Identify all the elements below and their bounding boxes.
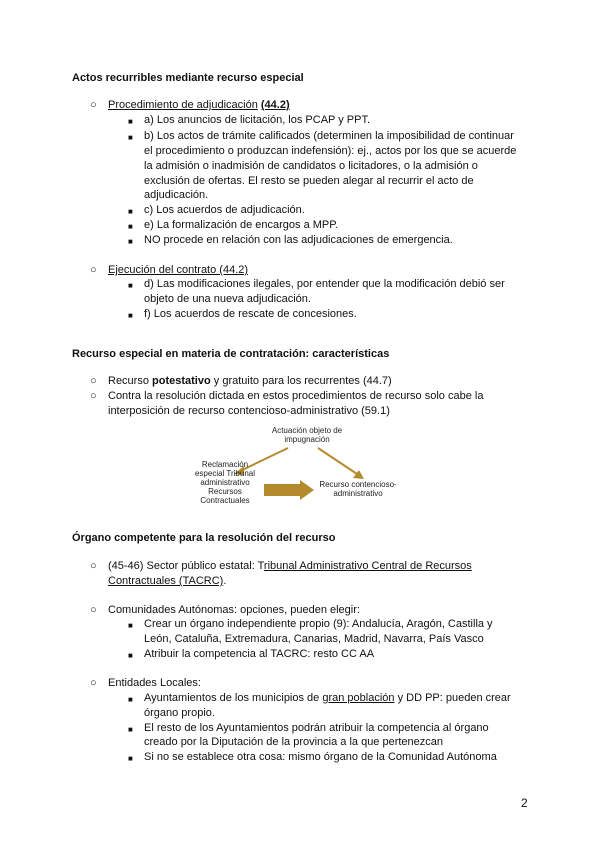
bullet-level2: ■ [128,725,133,734]
arrow-line-right [318,448,360,476]
list-item [108,98,290,112]
list-item-continuation: objeto de una nueva adjudicación. [144,293,311,305]
list-item-continuation: León, Cataluña, Extremadura, Canarias, Madrid, Navarra, País Vasco [144,633,484,645]
list-item: Comunidades Autónomas: opciones, pueden elegir: [108,604,360,616]
list-item: f) Los acuerdos de rescate de concesiones. [144,308,357,320]
list-item-continuation: interposición de recurso contencioso-administrativo (59.1) [108,405,390,417]
list-item [108,374,392,388]
link-procedimiento-adjudicacion[interactable]: Procedimiento de adjudicación [108,99,258,111]
bullet-level1: ○ [90,390,97,402]
bullet-level2: ■ [128,117,133,126]
list-item: a) Los anuncios de licitación, los PCAP y PPT. [144,114,371,126]
list-item-continuation: creado por la Diputación de la provincia a la que pertenezcan [144,736,444,748]
text: y DD PP: pueden crear [394,692,511,704]
diagram-text-line: impugnación [284,435,330,444]
page-number: 2 [521,796,528,810]
diagram-text-line: Contractuales [200,496,250,505]
bullet-level2: ■ [128,237,133,246]
bullet-level1: ○ [90,99,97,111]
list-item: NO procede en relación con las adjudicaciones de emergencia. [144,234,453,246]
list-item-continuation [108,574,226,588]
bullet-level2: ■ [128,281,133,290]
section-title-organo-competente: Órgano competente para la resolución del recurso [72,532,336,544]
bullet-level1: ○ [90,677,97,689]
diagram-text-line: Reclamación [201,460,249,469]
list-item-continuation: exclusión de ofertas. El resto se pueden alegar al recurrir el acto de [144,175,474,187]
text: Recurso [108,375,153,387]
list-item [144,691,511,705]
list-item: Si no se establece otra cosa: mismo órgano de la Comunidad Autónoma [144,751,497,763]
list-item: Entidades Locales: [108,677,201,689]
bullet-level1: ○ [90,375,97,387]
list-item-continuation: la admisión o inadmisión de candidatos o licitadores, o la admisión o [144,160,478,172]
list-item-continuation: el procedimiento o produzcan indefensión): ej., actos por los que se acuerde [144,145,517,157]
list-item: b) Los actos de trámite calificados (determinen la imposibilidad de continuar [144,130,514,142]
diagram-node-reclamacion [180,460,270,505]
section-title-actos-recurribles: Actos recurribles mediante recurso especial [72,72,304,84]
text: (45-46) Sector público estatal: T [108,560,264,572]
bullet-level2: ■ [128,621,133,630]
list-item: Crear un órgano independiente propio (9): Andalucía, Aragón, Castilla y [144,618,493,630]
list-item: Atribuir la competencia al TACRC: resto CC AA [144,648,375,660]
text: Ayuntamientos de los municipios de [144,692,323,704]
section-title-caracteristicas: Recurso especial en materia de contratación: características [72,348,390,360]
bullet-level2: ■ [128,222,133,231]
text: y gratuito para los recurrentes (44.7) [210,375,392,387]
list-item: e) La formalización de encargos a MPP. [144,219,339,231]
bullet-level2: ■ [128,133,133,142]
list-item: d) Las modificaciones ilegales, por entender que la modificación debió ser [144,278,505,290]
bullet-level1: ○ [90,604,97,616]
list-item [108,559,472,573]
link-tribunal[interactable]: ribunal Administrativo Central de Recursos [263,560,472,572]
ref-44-2: (44.2) [260,99,290,111]
diagram-text-line: Recursos [208,487,242,496]
diagram-node-actuacion [262,426,352,444]
diagram-node-contencioso [308,480,408,498]
bullet-level2: ■ [128,754,133,763]
diagram-text-line: Actuación objeto de [271,426,343,435]
diagram-text-line: Recurso contencioso- [319,480,397,489]
bullet-level2: ■ [128,207,133,216]
list-item-continuation: adjudicación. [144,189,209,201]
text: . [223,575,227,587]
list-item: Contra la resolución dictada en estos procedimientos de recurso solo cabe la [108,390,484,402]
list-item-continuation: órgano propio. [144,707,215,719]
bullet-level1: ○ [90,264,97,276]
block-arrow [264,480,314,500]
bullet-level2: ■ [128,695,133,704]
diagram-text-line: administrativo [200,478,250,487]
bullet-level1: ○ [90,560,97,572]
bullet-level2: ■ [128,311,133,320]
list-item: El resto de los Ayuntamientos podrán atribuir la competencia al órgano [144,722,489,734]
list-item: c) Los acuerdos de adjudicación. [144,204,305,216]
diagram-text-line: administrativo [333,489,383,498]
bullet-level2: ■ [128,651,133,660]
diagram-text-line: especial Tribunal [194,469,256,478]
impugnacion-diagram [190,420,420,520]
potestativo-bold: potestativo [152,375,211,387]
link-ejecucion-contrato[interactable]: Ejecución del contrato (44.2) [108,264,249,276]
link-gran-poblacion[interactable]: gran población [322,692,395,704]
link-tacrc[interactable]: Contractuales (TACRC) [108,575,224,587]
